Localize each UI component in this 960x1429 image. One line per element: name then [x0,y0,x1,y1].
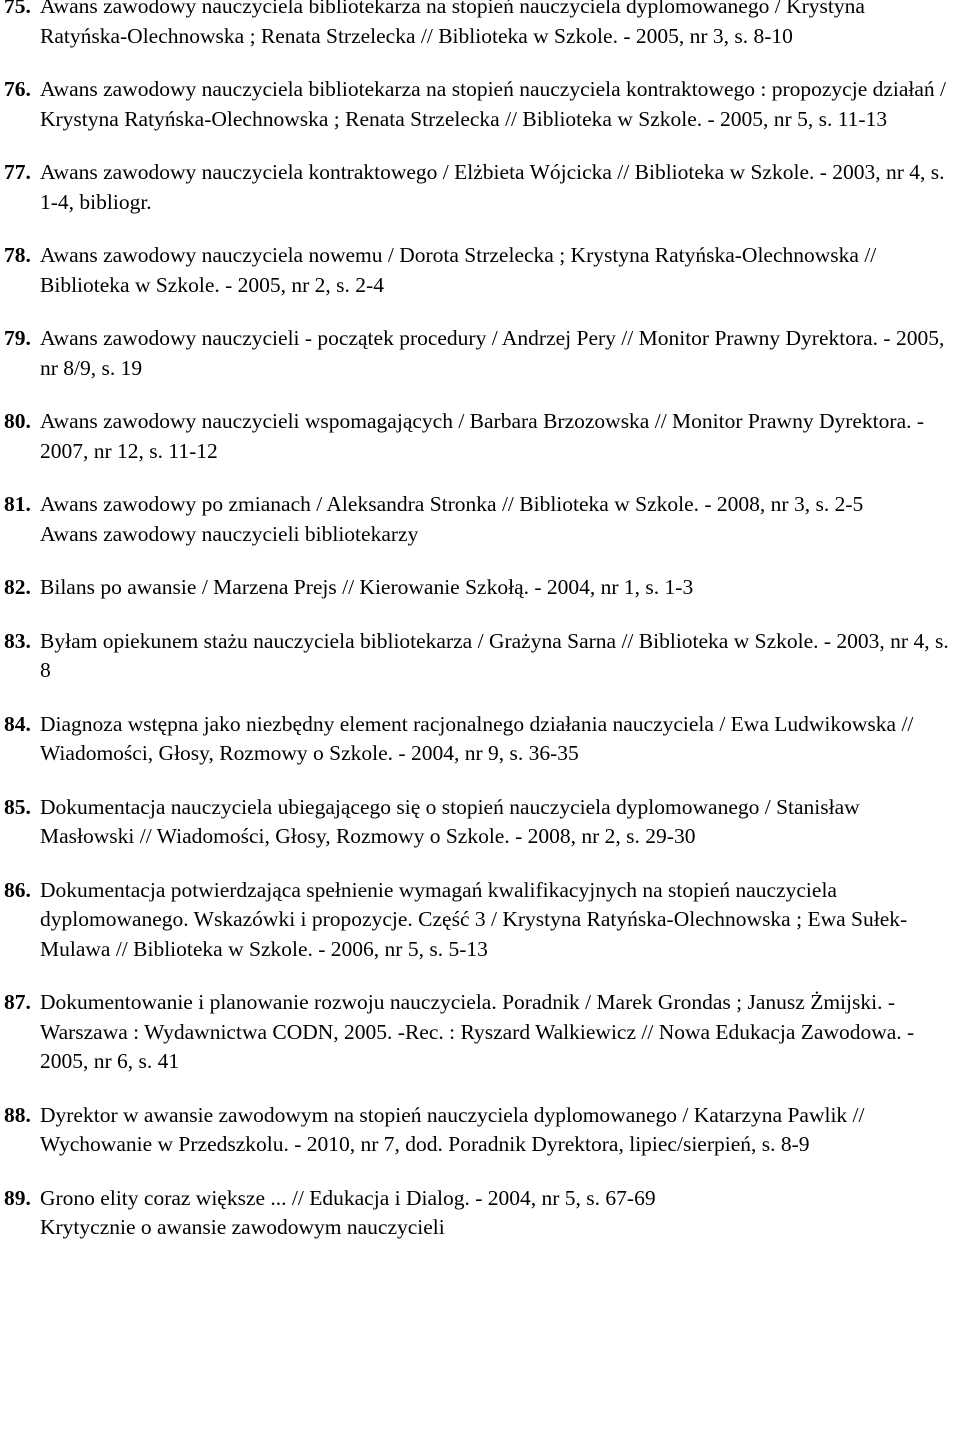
entry-citation: Diagnoza wstępna jako niezbędny element racjonalnego działania nauczyciela / Ewa Ludwikowska // Wiadomości, Głosy, Rozmowy o Szkole. - 2004, nr 9, s. 36-35 [40,711,914,765]
bibliography-entry-81 [4,490,956,549]
entry-number: 83. [4,628,31,653]
bibliography-entry-80 [4,407,956,466]
entry-citation: Awans zawodowy nauczyciela bibliotekarza na stopień nauczyciela kontraktowego : propozycje działań / Krystyna Ratyńska-Olechnowska ; Renata Strzelecka // Biblioteka w Szkole. - 2005, nr 5, s. 11-13 [40,77,947,131]
bibliography-entry-76 [4,75,956,134]
entry-number: 84. [4,711,31,736]
entry-citation: Awans zawodowy nauczycieli - początek procedury / Andrzej Pery // Monitor Prawny Dyrektora. - 2005, nr 8/9, s. 19 [40,326,945,380]
entry-number: 81. [4,492,31,516]
entry-citation: Awans zawodowy nauczyciela nowemu / Dorota Strzelecka ; Krystyna Ratyńska-Olechnowska // Biblioteka w Szkole. - 2005, nr 2, s. 2-4 [40,243,877,297]
bibliography-entry-75 [4,0,956,51]
entry-citation: Awans zawodowy nauczyciela bibliotekarza na stopień nauczyciela dyplomowanego / Krystyna Ratyńska-Olechnowska ; Renata Strzelecka // Biblioteka w Szkole. - 2005, nr 3, s. 8-10 [40,0,865,48]
entry-citation: Awans zawodowy nauczycieli wspomagających / Barbara Brzozowska // Monitor Prawny Dyrektora. - 2007, nr 12, s. 11-12 [40,409,925,463]
entry-number: 79. [4,326,31,350]
bibliography-entry-78 [4,241,956,300]
bibliography-list [4,0,956,1267]
entry-number: 89. [4,1185,31,1210]
entry-annotation: Awans zawodowy nauczycieli bibliotekarzy [40,521,419,546]
entry-number: 88. [4,1102,31,1127]
entry-number: 82. [4,575,31,599]
bibliography-entry-86 [4,876,956,965]
entry-citation: Awans zawodowy po zmianach / Aleksandra Stronka // Biblioteka w Szkole. - 2008, nr 3, s. 2-5 [40,492,864,516]
entry-citation: Dyrektor w awansie zawodowym na stopień nauczyciela dyplomowanego / Katarzyna Pawlik // Wychowanie w Przedszkolu. - 2010, nr 7, dod. Poradnik Dyrektora, lipiec/sierpień, s. 8-9 [40,1102,865,1156]
entry-number: 80. [4,409,31,433]
bibliography-entry-79 [4,324,956,383]
entry-citation: Dokumentowanie i planowanie rozwoju nauczyciela. Poradnik / Marek Grondas ; Janusz Żmijski. - Warszawa : Wydawnictwa CODN, 2005. -Rec. : Ryszard Walkiewicz // Nowa Edukacja Zawodowa. - 2005, nr 6, s. 41 [40,990,915,1073]
bibliography-entry-88 [4,1101,956,1160]
entry-number: 85. [4,794,31,819]
entry-number: 77. [4,160,31,184]
bibliography-entry-89 [4,1184,956,1243]
entry-citation: Bilans po awansie / Marzena Prejs // Kierowanie Szkołą. - 2004, nr 1, s. 1-3 [40,575,694,599]
entry-number: 87. [4,990,31,1014]
bibliography-entry-87 [4,988,956,1077]
entry-annotation: Krytycznie o awansie zawodowym nauczycieli [40,1215,445,1239]
entry-number: 78. [4,243,31,267]
entry-number: 86. [4,877,31,902]
bibliography-entry-82 [4,573,956,603]
bibliography-entry-84 [4,710,956,769]
bibliography-entry-77 [4,158,956,217]
entry-citation: Byłam opiekunem stażu nauczyciela bibliotekarza / Grażyna Sarna // Biblioteka w Szkole. - 2003, nr 4, s. 8 [40,628,949,682]
entry-number: 75. [4,0,31,18]
bibliography-entry-83 [4,627,956,686]
entry-number: 76. [4,77,31,101]
entry-citation: Dokumentacja nauczyciela ubiegającego się o stopień nauczyciela dyplomowanego / Stanisław Masłowski // Wiadomości, Głosy, Rozmowy o Szkole. - 2008, nr 2, s. 29-30 [40,794,860,848]
entry-citation: Dokumentacja potwierdzająca spełnienie wymagań kwalifikacyjnych na stopień nauczyciela dyplomowanego. Wskazówki i propozycje. Część 3 / Krystyna Ratyńska-Olechnowska ; Ewa Sułek-Mulawa // Biblioteka w Szkole. - 2006, nr 5, s. 5-13 [40,877,908,961]
entry-citation: Awans zawodowy nauczyciela kontraktowego / Elżbieta Wójcicka // Biblioteka w Szkole. - 2003, nr 4, s. 1-4, bibliogr. [40,160,945,214]
entry-citation: Grono elity coraz większe ... // Edukacja i Dialog. - 2004, nr 5, s. 67-69 [40,1185,656,1210]
bibliography-entry-85 [4,793,956,852]
